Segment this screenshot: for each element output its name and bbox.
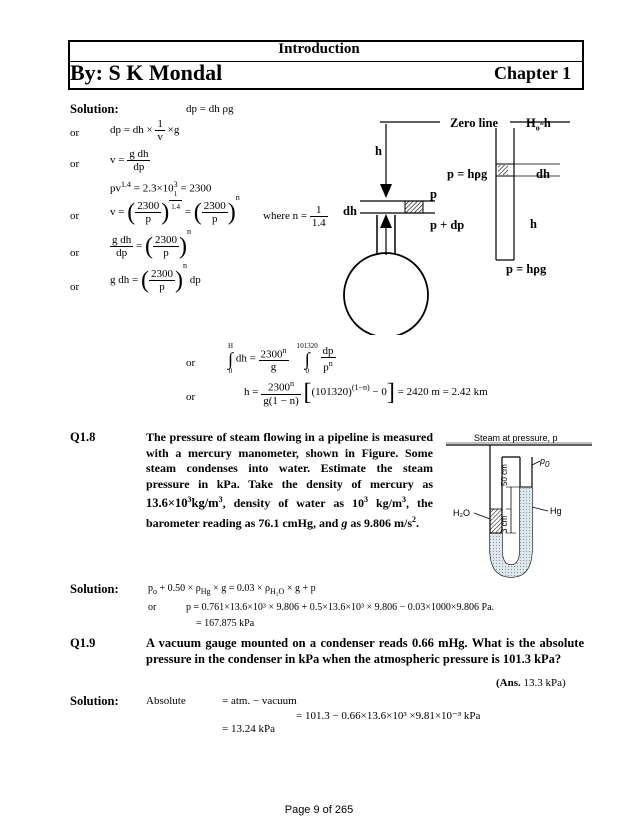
dh-right-label: dh [536, 167, 550, 181]
or-label: or [70, 247, 80, 259]
h0-label: $H_o-h$ [526, 116, 551, 133]
or-label: or [186, 357, 196, 369]
q19-answer: (Ans. 13.3 kPa) [496, 677, 566, 689]
author: By: S K Mondal [70, 60, 223, 85]
zero-line-label: Zero line [450, 116, 499, 130]
manometer-diagram [444, 427, 594, 582]
solution-label: Solution: [70, 102, 119, 116]
or-label: or [148, 602, 157, 613]
absolute-label: Absolute [146, 695, 186, 707]
or-label: or [186, 391, 196, 403]
section-title: Introduction [278, 41, 360, 57]
p-dp-label: p + dp [430, 218, 465, 232]
eq-dp-v: dp = dh × $\frac{1}{v}$ ×g [110, 118, 180, 143]
fluid-element [405, 201, 423, 213]
chapter-label: Chapter 1 [494, 63, 572, 83]
h-right-label: h [530, 217, 537, 231]
arrow-up-icon [380, 214, 392, 228]
eq-pv: $pv^{1.4} = 2.3\times 10^3 = 2300$ [110, 180, 212, 195]
or-label: or [70, 210, 80, 222]
q18-text: The pressure of steam flowing in a pipeline is measured with a mercury manometer, shown in Figure. Some steam condenses into water. Estimate the steam pressure in kPa. Take the density of mercury as $13.6\times 10^3kg/m^3$, density of water as $10^3$ $kg/m^3$, the barometer reading as 76.1 cmHg, and g as 9.806 $m/s^2$. [146, 430, 433, 530]
steam-label: Steam at pressure, p [474, 433, 558, 443]
or-label: or [70, 158, 80, 170]
eq-gdh: g dh = ( $\frac{2300}{p}$ )$^n$ dp [110, 261, 201, 294]
dh-label: dh [343, 204, 357, 218]
sol18-eq3: = 167.875 kPa [196, 618, 255, 629]
arrow-down-icon [380, 184, 392, 198]
where-n: where n = $\frac{1}{1.4}$ [263, 204, 326, 229]
eq-dp: dp = dh ρg [186, 103, 234, 115]
p0-label: $p_0$ [540, 456, 550, 469]
p-hpg-bottom-label: p = hρg [506, 262, 547, 276]
q19-label: Q1.9 [70, 636, 96, 650]
page-number: Page 9 of 265 [284, 804, 354, 816]
sol19-eq1: = atm. − vacuum [222, 695, 297, 707]
earth-circle [344, 253, 428, 335]
h-label: h [375, 144, 382, 158]
eq-gdh-dp: $\frac{\text{g dh}}{dp}$ = ( $\frac{2300}{p}$ )$^n$ [112, 227, 191, 260]
p-label: p [430, 187, 437, 201]
h2o-label: H₂O [453, 508, 470, 518]
or-label: or [70, 281, 80, 293]
q19-text: A vacuum gauge mounted on a condenser reads 0.66 mHg. What is the absolute pressure in the condenser in kPa when the atmospheric pressure is 101.3 kPa? [146, 636, 584, 666]
eq-h-result: h = $\frac{2300^n}{g(1 - n)}$ $[(101320)^{(1-n)} - 0] = 2420$ m = 2.42 km [244, 379, 488, 407]
eq-v-power: v = ( $\frac{2300}{p}$ ) $^{\frac{1}{1.4}}$ = ( $\frac{2300}{p}$ )$^n$ [110, 190, 240, 226]
fluid-element-right [498, 165, 508, 175]
eq-integral: H ∫ 0 dh = $\frac{2300^n}{g}$ 101320 ∫ 0 $\frac{dp}{p^n}$ [228, 342, 334, 375]
solution-label: Solution: [70, 694, 119, 708]
or-label: or [70, 127, 80, 139]
hg-label: Hg [550, 506, 562, 516]
eq-v: v = $\frac{\text{g dh}}{dp}$ [110, 148, 149, 173]
sol19-eq2: = 101.3 − 0.66×13.6×10³ ×9.81×10⁻³ kPa [296, 710, 481, 722]
dim-50cm-label: 50 cm [500, 464, 509, 486]
p-hpg-label: p = hρg [447, 167, 488, 181]
sol18-eq1: $p_o + 0.50 \times \rho_{Hg} \times g = 0.03 \times \rho_{H_2O} \times g + p$ [148, 583, 316, 596]
sol19-eq3: = 13.24 kPa [222, 723, 275, 735]
dim-3cm-label: 3 cm [500, 515, 509, 533]
q18-label: Q1.8 [70, 430, 96, 444]
solution-label: Solution: [70, 582, 119, 596]
sol18-eq2: p = 0.761×13.6×10³ × 9.806 + 0.5×13.6×10³ × 9.806 − 0.03×1000×9.806 Pa. [186, 602, 495, 613]
